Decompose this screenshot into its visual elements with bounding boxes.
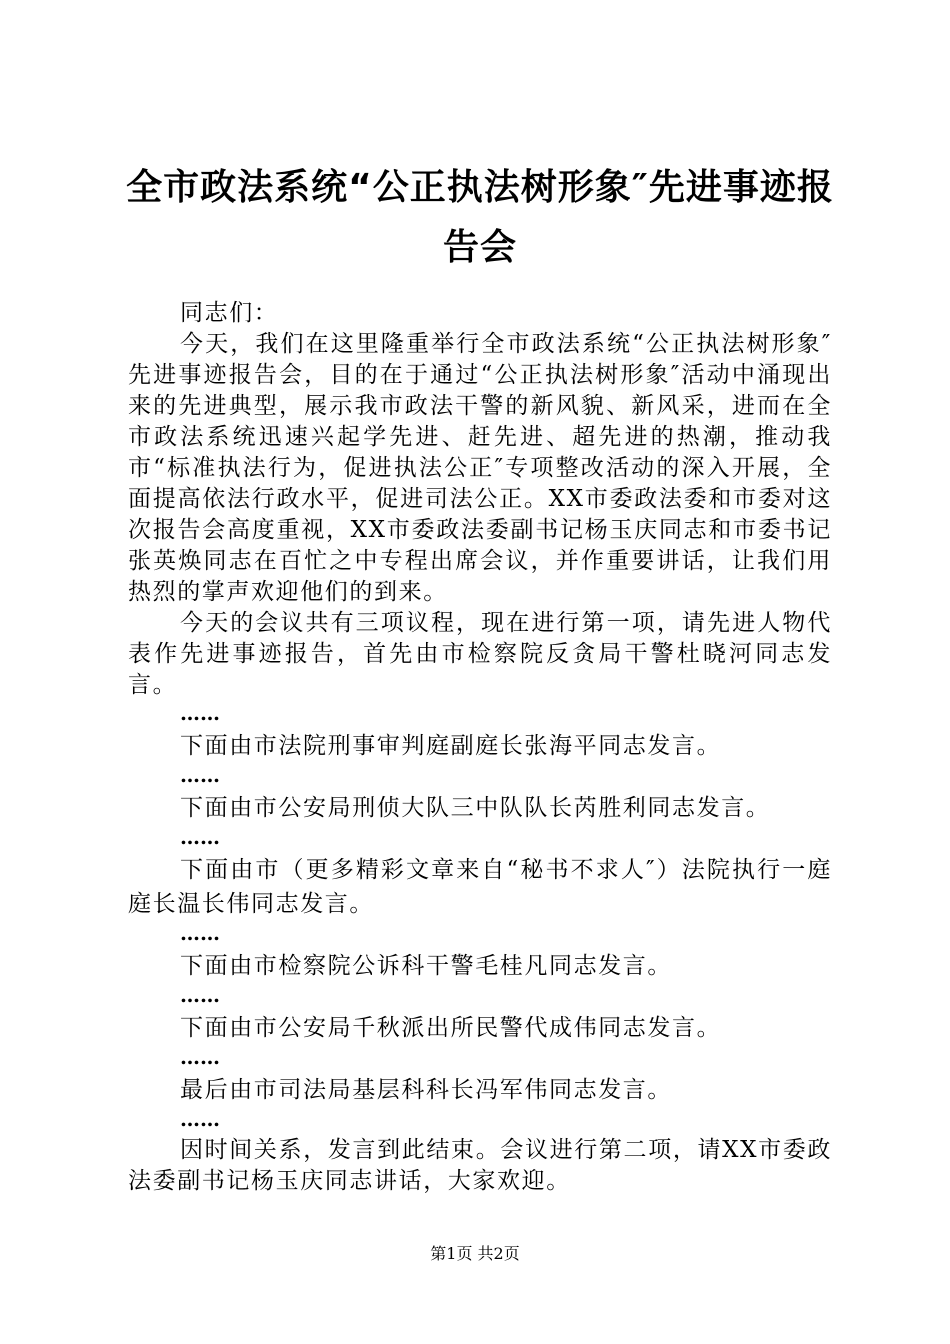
ellipsis-separator: …… [180, 825, 220, 849]
closing-paragraph: 因时间关系，发言到此结束。会议进行第二项，请XX市委政法委副书记杨玉庆同志讲话，大家欢迎。 [128, 1137, 832, 1194]
agenda-paragraph: 今天的会议共有三项议程，现在进行第一项，请先进人物代表作先进事迹报告，首先由市检察院反贪局干警杜晓河同志发言。 [128, 610, 832, 698]
speaker-line: 最后由市司法局基层科科长冯军伟同志发言。 [180, 1077, 672, 1103]
ellipsis-separator: …… [180, 763, 220, 787]
ellipsis-separator: …… [180, 983, 220, 1007]
document-body [128, 298, 832, 1197]
ellipsis-separator: …… [180, 701, 220, 725]
speaker-line: 下面由市检察院公诉科干警毛桂凡同志发言。 [180, 953, 672, 979]
salutation: 同志们： [180, 300, 279, 326]
document-title: 全市政法系统“公正执法树形象″先进事迹报告会 [126, 167, 834, 268]
ellipsis-separator: …… [180, 1045, 220, 1069]
ellipsis-separator: …… [180, 1107, 220, 1131]
speaker-line: 下面由市公安局千秋派出所民警代成伟同志发言。 [180, 1015, 722, 1041]
speaker-line: 下面由市（更多精彩文章来自“秘书不求人″）法院执行一庭庭长温长伟同志发言。 [128, 857, 832, 917]
ellipsis-separator: …… [180, 921, 220, 945]
page-footer: 第1页 共2页 [430, 1244, 520, 1263]
intro-paragraph: 今天，我们在这里隆重举行全市政法系统“公正执法树形象″先进事迹报告会，目的在于通过“公正执法树形象″活动中涌现出来的先进典型，展示我市政法干警的新风貌、新风采，进而在全市政法系统迅速兴起学先进、赶先进、超先进的热潮，推动我市“标准执法行为，促进执法公正″专项整改活动的深入开展，全面提高依法行政水平，促进司法公正。XX市委政法委和市委对这次报告会高度重视，XX市委政法委副书记杨玉庆同志和市委书记张英焕同志在百忙之中专程出席会议，并作重要讲话，让我们用热烈的掌声欢迎他们的到来。 [128, 331, 832, 605]
speaker-line: 下面由市法院刑事审判庭副庭长张海平同志发言。 [180, 733, 722, 759]
speaker-line: 下面由市公安局刑侦大队三中队队长芮胜利同志发言。 [180, 795, 771, 821]
